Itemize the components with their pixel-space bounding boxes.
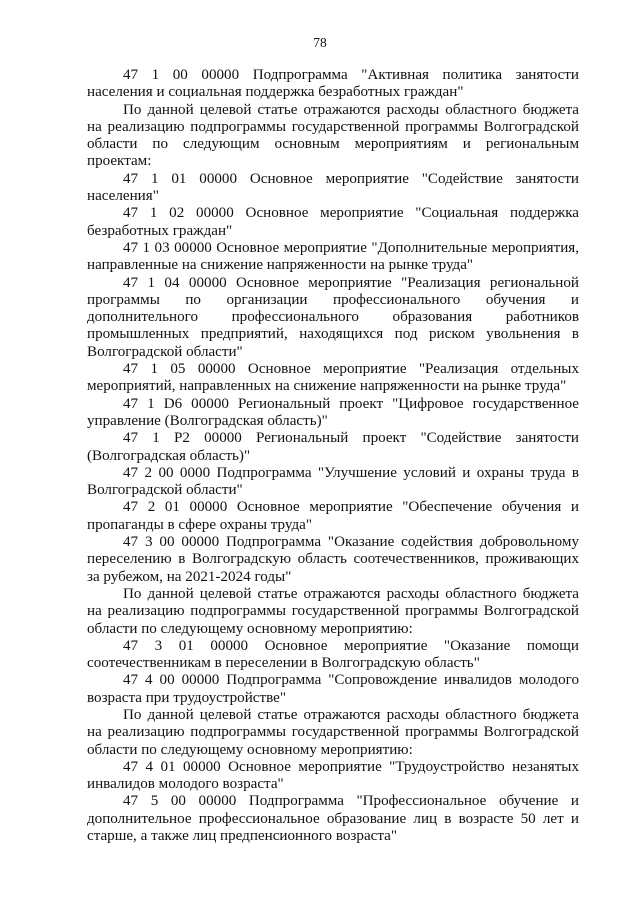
- paragraph: 47 3 00 00000 Подпрограмма "Оказание содействия добровольному переселению в Волгоградскую область соотечественников, проживающих за рубежом, на 2021-2024 годы": [87, 534, 579, 585]
- paragraph: 47 1 04 00000 Основное мероприятие "Реализация региональной программы по организации профессионального обучения и дополнительного профессионального образования работников промышленных предприятий, находящихся под риском увольнения в Волгоградской области": [87, 274, 579, 360]
- paragraph: 47 1 D6 00000 Региональный проект "Цифровое государственное управление (Волгоградская область)": [87, 395, 579, 429]
- paragraph: По данной целевой статье отражаются расходы областного бюджета на реализацию подпрограммы государственной программы Волгоградской области по следующему основному мероприятию:: [87, 706, 579, 758]
- paragraph: 47 4 01 00000 Основное мероприятие "Трудоустройство незанятых инвалидов молодого возраста": [87, 758, 579, 793]
- paragraph: По данной целевой статье отражаются расходы областного бюджета на реализацию подпрограммы государственной программы Волгоградской области по следующим основным мероприятиям и региональным проектам:: [87, 101, 579, 170]
- paragraph: 47 1 00 00000 Подпрограмма "Активная политика занятости населения и социальная поддержка безработных граждан": [87, 67, 579, 101]
- paragraph: 47 5 00 00000 Подпрограмма "Профессиональное обучение и дополнительное профессиональное образование лиц в возрасте 50 лет и старше, а также лиц предпенсионного возраста": [87, 793, 579, 845]
- paragraph: 47 3 01 00000 Основное мероприятие "Оказание помощи соотечественникам в переселении в Волгоградскую область": [87, 637, 579, 672]
- page-number: 78: [313, 35, 327, 50]
- paragraph: По данной целевой статье отражаются расходы областного бюджета на реализацию подпрограммы государственной программы Волгоградской области по следующему основному мероприятию:: [87, 585, 579, 637]
- paragraph: 47 2 00 0000 Подпрограмма "Улучшение условий и охраны труда в Волгоградской области": [87, 464, 579, 499]
- paragraph: 47 1 P2 00000 Региональный проект "Содействие занятости (Волгоградская область)": [87, 430, 579, 464]
- paragraph: 47 1 02 00000 Основное мероприятие "Социальная поддержка безработных граждан": [87, 205, 579, 239]
- paragraph: 47 4 00 00000 Подпрограмма "Сопровождение инвалидов молодого возраста при трудоустройстве": [87, 672, 579, 706]
- document-body: [87, 67, 579, 845]
- paragraph: 47 2 01 00000 Основное мероприятие "Обеспечение обучения и пропаганды в сфере охраны труда": [87, 499, 579, 533]
- paragraph: 47 1 01 00000 Основное мероприятие "Содействие занятости населения": [87, 170, 579, 205]
- paragraph: 47 1 05 00000 Основное мероприятие "Реализация отдельных мероприятий, направленных на снижение напряженности на рынке труда": [87, 361, 579, 395]
- paragraph: 47 1 03 00000 Основное мероприятие "Дополнительные мероприятия, направленные на снижение напряженности на рынке труда": [87, 239, 579, 274]
